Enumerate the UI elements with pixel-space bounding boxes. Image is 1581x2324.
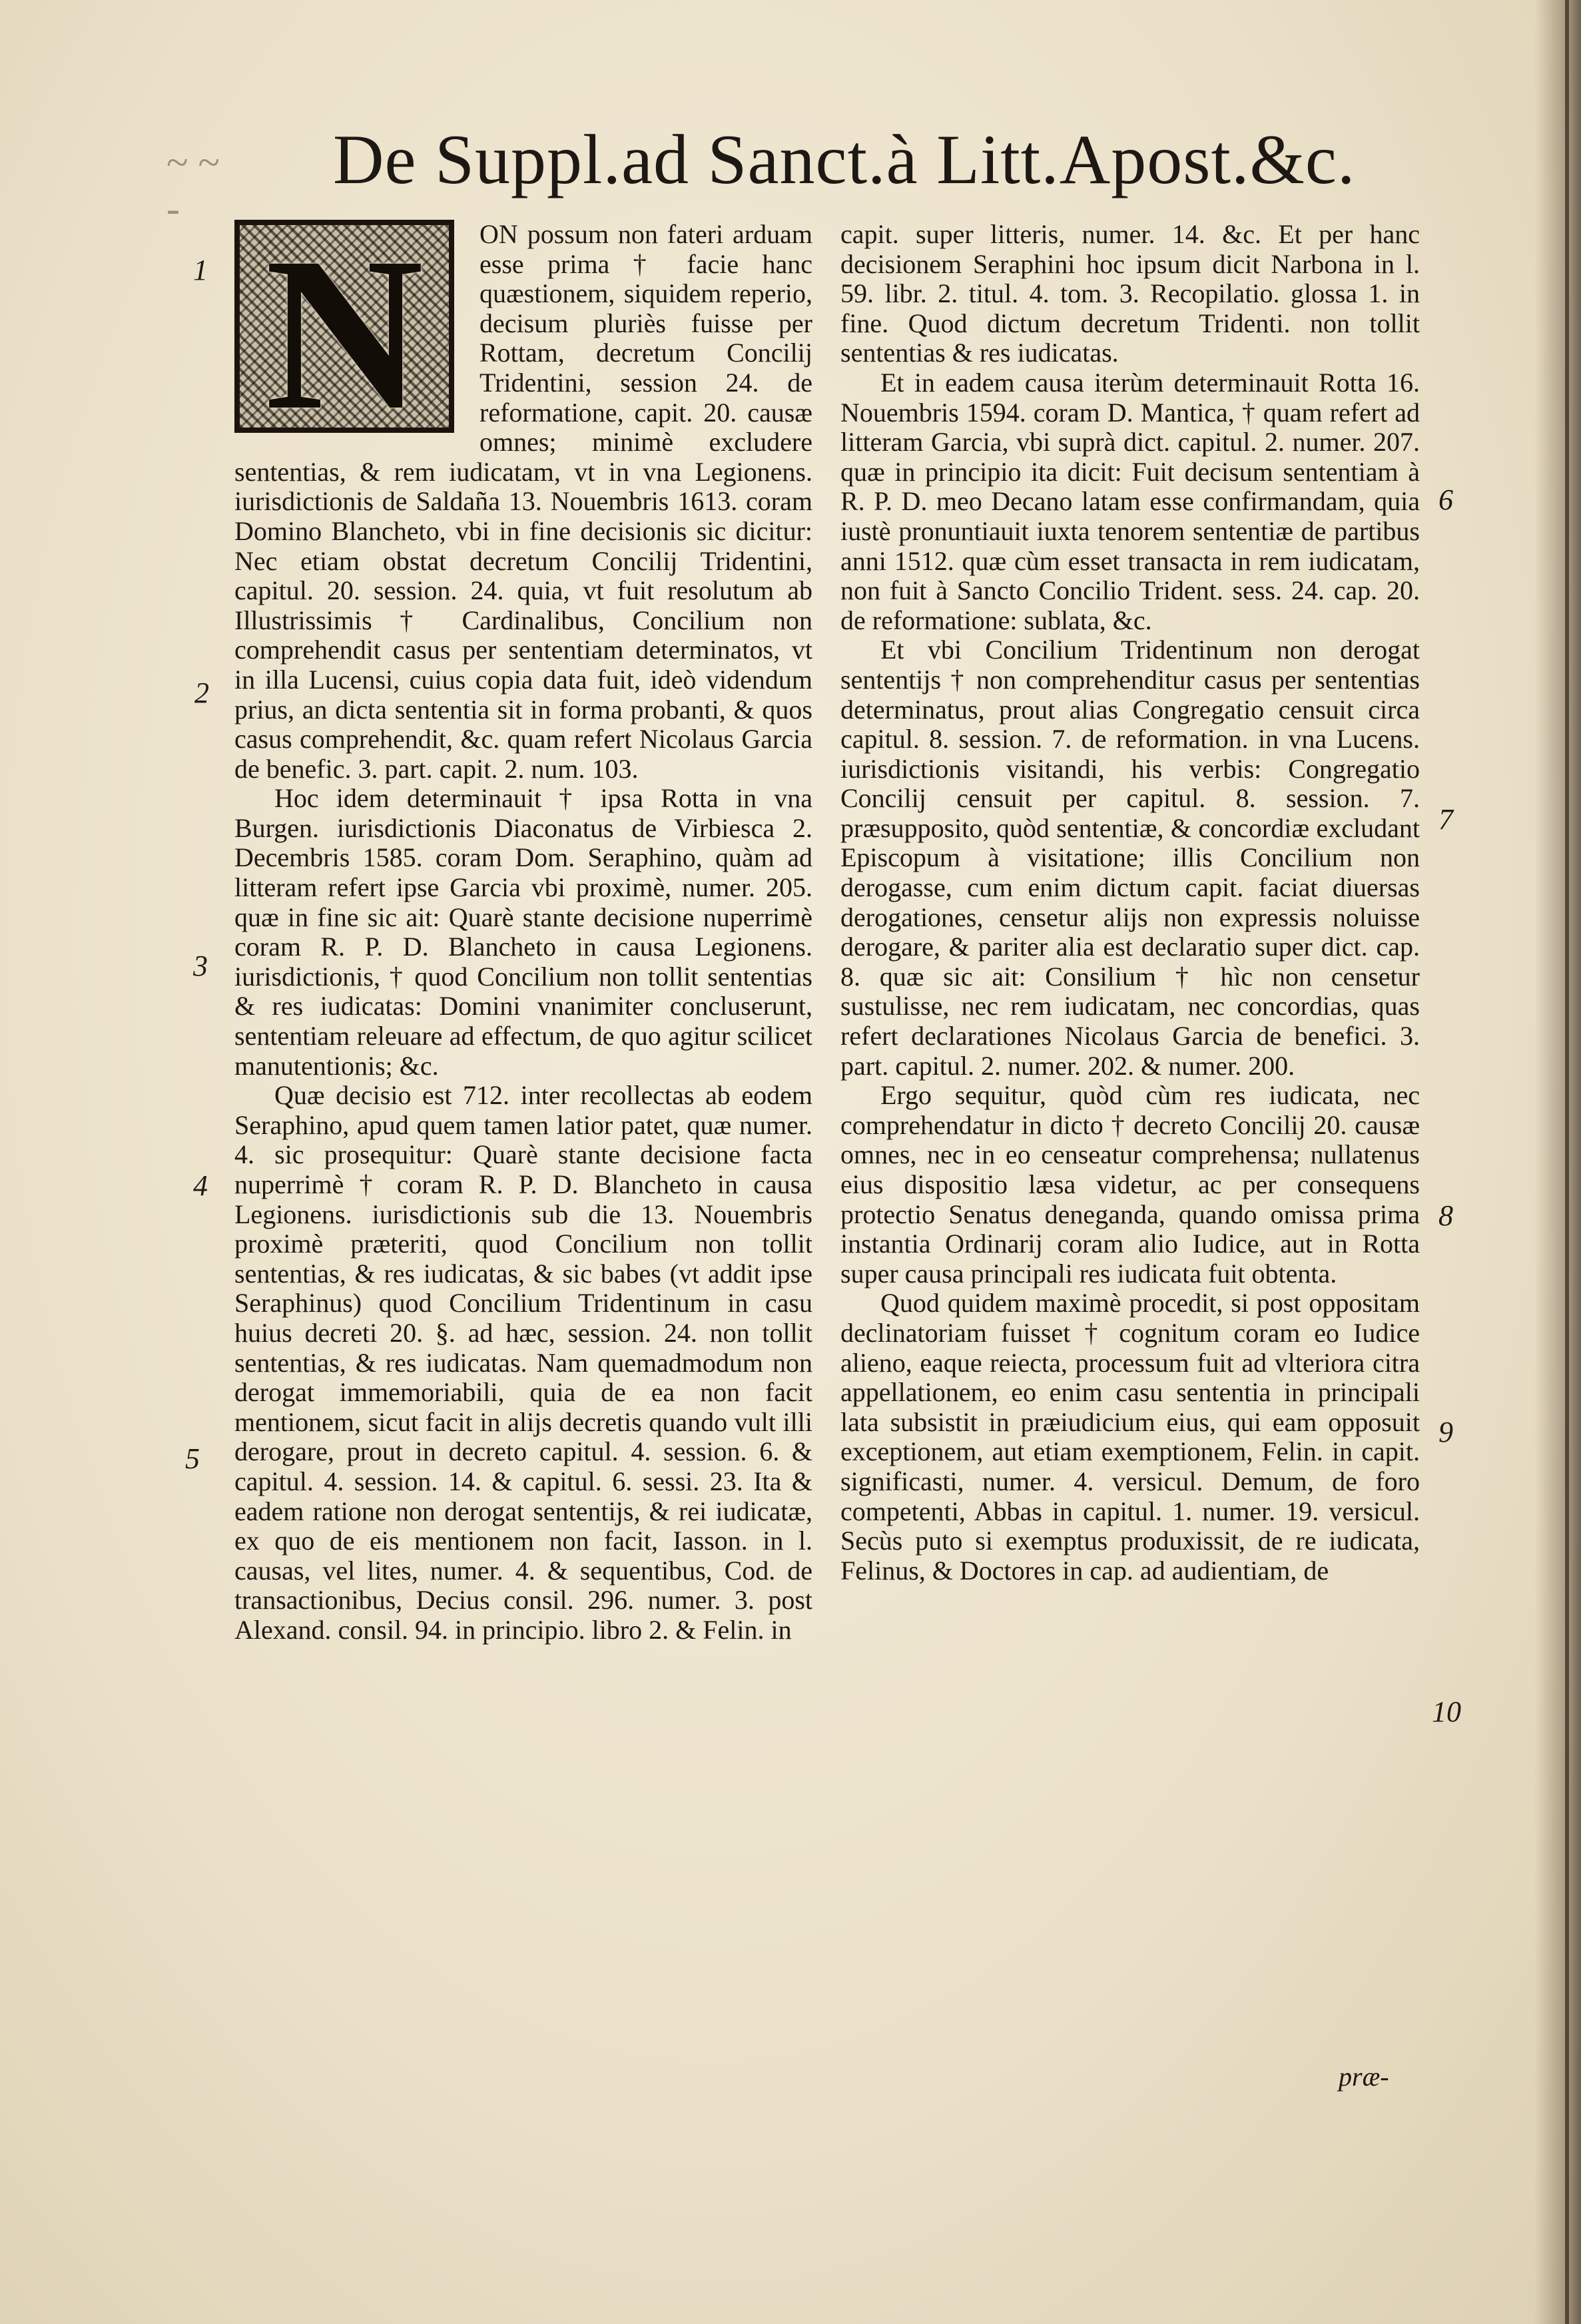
margin-number-9: 9 — [1438, 1416, 1453, 1448]
margin-number-2: 2 — [194, 677, 209, 709]
left-column — [234, 220, 812, 1645]
top-mark: ~ ~ - — [166, 141, 220, 230]
page-title: De Suppl.ad Sanct.à Litt.Apost.&c. — [333, 121, 1356, 198]
initial-letter: N — [264, 220, 424, 433]
right-column — [840, 220, 1420, 1586]
margin-number-4: 4 — [193, 1169, 208, 1202]
catchword: præ- — [1339, 2062, 1389, 2092]
margin-number-3: 3 — [193, 950, 208, 982]
margin-number-7: 7 — [1438, 803, 1453, 836]
margin-number-5: 5 — [185, 1442, 200, 1475]
right-paragraph-4: Ergo sequitur, quòd cùm res iudicata, nec comprehendatur in dicto † decreto Concilij 20. causæ omnes, nec in eo censeatur comprehensa; nullatenus eius dispositio læsa videtur, ac per consequens protectio Senatus deneganda, quando omissa prima instantia Ordinarij coram alio Iudice, aut in Rotta super causa principali res iudicata fuit obtenta. — [840, 1080, 1420, 1289]
page-gutter-shadow — [1534, 0, 1581, 2324]
right-paragraph-3: Et vbi Concilium Tridentinum non derogat sententijs † non comprehenditur casus per sententias determinatus, prout alias Congregatio censuit circa capitul. 8. session. 7. de reformation. in vna Lucens. iurisdictionis visitandi, his verbis: Congregatio Concilij censuit per capitul. 8. session. 7. præsupposito, quòd sententiæ, & concordiæ excludant Episcopum à visitatione; illis Concilium non derogasse, cum enim dictum capit. faciat diuersas derogationes, censetur alijs non expressis noluisse derogare, & pariter alia est declaratio super dict. cap. 8. quæ sic ait: Consilium † hìc non censetur sustulisse, nec rem iudicatam, nec concordias, quas refert declarationes Nicolaus Garcia de benefici. 3. part. capitul. 2. numer. 202. & numer. 200. — [840, 635, 1420, 1081]
page-edge — [1565, 0, 1569, 2324]
right-paragraph-2: Et in eadem causa iterùm determinauit Rotta 16. Nouembris 1594. coram D. Mantica, † quam refert ad litteram Garcia, vbi suprà dict. capitul. 2. numer. 207. quæ in principio ita dicit: Fuit decisum sententiam à R. P. D. meo Decano latam esse confirmandam, quia iustè pronuntiauit iuxta tenorem sententiæ de partibus anni 1512. quæ cùm esset transacta in rem iudicatam, non fuit à Sancto Concilio Trident. sess. 24. cap. 20. de reformatione: sublata, &c. — [840, 367, 1420, 635]
margin-number-6: 6 — [1438, 483, 1453, 516]
left-paragraph-3: Quæ decisio est 712. inter recollectas ab eodem Seraphino, apud quem tamen latior patet, quæ numer. 4. sic prosequitur: Quarè stante decisione facta nuperrimè † coram R. P. D. Blancheto in causa Legionens. iurisdictionis sub die 13. Nouembris proximè præteriti, quod Concilium non tollit sententias, & res iudicatas, & sic babes (vt addit ipse Seraphinus) quod Concilium Tridentinum in casu huius decreti 20. §. ad hæc, session. 24. non tollit sententias, & res iudicatas. Nam quemadmodum non derogat immemoriabili, quia de ea non facit mentionem, sicut facit in alijs decretis quando vult illi derogare, prout in decreto capitul. 4. session. 6. & capitul. 4. session. 14. & capitul. 6. sessi. 23. Ita & eadem ratione non derogat sententijs, & rei iudicatæ, ex quo de eis mentionem non facit, Iasson. in l. causas, vel lites, numer. 4. & sequentibus, Cod. de transactionibus, Decius consil. 296. numer. 3. post Alexand. consil. 94. in principio. libro 2. & Felin. in — [234, 1080, 812, 1645]
margin-number-8: 8 — [1438, 1199, 1453, 1232]
right-paragraph-5: Quod quidem maximè procedit, si post oppositam declinatoriam fuisset † cognitum coram eo Iudice alieno, eaque reiecta, processum fuit ad vlteriora citra appellationem, eo enim casu sententia in principali lata subsistit in præiudicium eius, qui eam opposuit exceptionem, aut etiam exemptionem, Felin. in capit. significasti, numer. 4. versicul. Demum, de foro competenti, Abbas in capitul. 1. numer. 19. versicul. Secùs puto si exemptus produxissit, de re iudicata, Felinus, & Doctores in cap. ad audientiam, de — [840, 1288, 1420, 1586]
right-paragraph-1: capit. super litteris, numer. 14. &c. Et per hanc decisionem Seraphini hoc ipsum dicit Narbona in l. 59. libr. 2. titul. 4. tom. 3. Recopilatio. glossa 1. in fine. Quod dictum decretum Tridenti. non tollit sententias & res iudicatas. — [840, 219, 1420, 368]
margin-number-1: 1 — [193, 254, 208, 286]
left-paragraph-1: ON possum non fateri arduam esse prima † facie hanc quæstionem, siquidem reperio, decisum pluriès fuisse per Rottam, decretum Concilij Tridentini, session 24. de reformatione, capit. 20. causæ omnes; minimè excludere sententias, & rem iudicatam, vt in vna Legionens. iurisdictionis de Saldaña 13. Nouembris 1613. coram Domino Blancheto, vbi in fine decisionis sic dicitur: Nec etiam obstat decretum Concilij Tridentini, capitul. 20. session. 24. quia, vt fuit resolutum ab Illustrissimis † Cardinalibus, Concilium non comprehendit casus per sententiam determinatos, vt in illa Lucensi, cuius copia data fuit, ideò videndum prius, an dicta sententia sit in forma probanti, & quos casus comprehendit, &c. quam refert Nicolaus Garcia de benefic. 3. part. capit. 2. num. 103. — [234, 219, 812, 784]
decorated-initial — [234, 220, 454, 433]
left-paragraph-2: Hoc idem determinauit † ipsa Rotta in vna Burgen. iurisdictionis Diaconatus de Virbiesca 2. Decembris 1585. coram Dom. Seraphino, quàm ad litteram refert ipse Garcia vbi proximè, numer. 205. quæ in fine sic ait: Quarè stante decisione nuperrimè coram R. P. D. Blancheto in causa Legionens. iurisdictionis, † quod Concilium non tollit sententias & res iudicatas: Domini vnanimiter concluserunt, sententiam releuare ad effectum, de quo agitur scilicet manutentionis; &c. — [234, 783, 812, 1081]
margin-number-10: 10 — [1432, 1695, 1461, 1728]
dropcap-wrapper — [234, 220, 468, 439]
